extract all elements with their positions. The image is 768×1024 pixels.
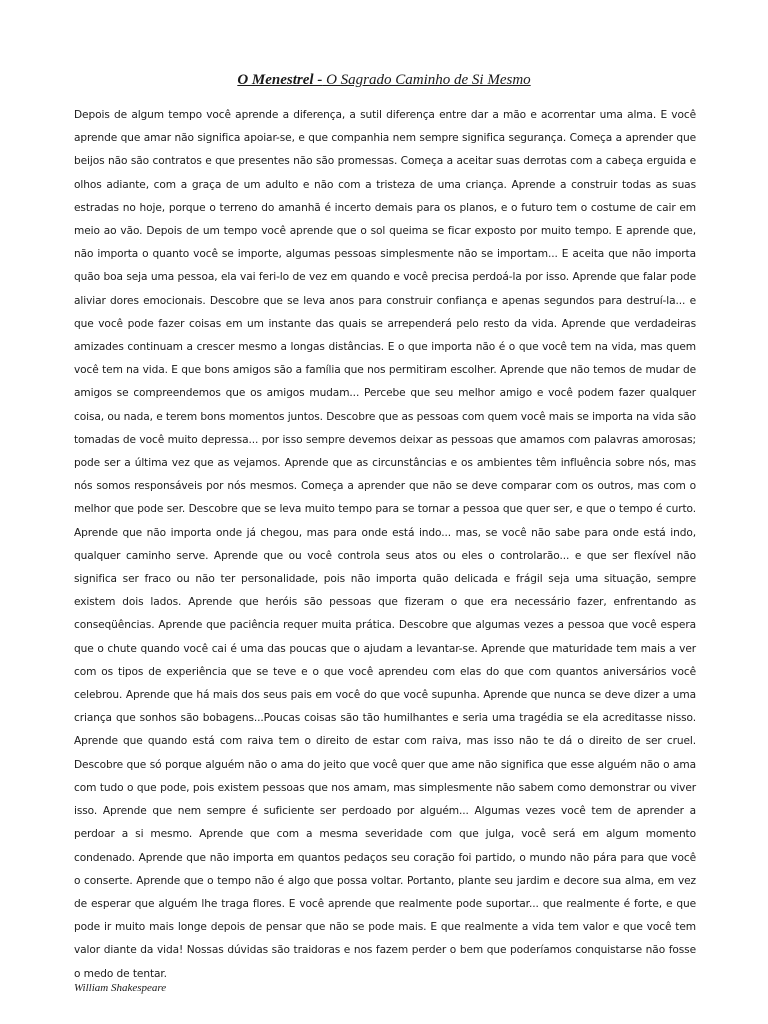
document-title bbox=[0, 70, 768, 90]
author-signature: William Shakespeare bbox=[74, 982, 167, 994]
title-subtitle-part: O Sagrado Caminho de Si Mesmo bbox=[322, 72, 531, 88]
title-bold-part: O Menestrel - bbox=[237, 72, 323, 88]
poem-body: Depois de algum tempo você aprende a diferença, a sutil diferença entre dar a mão e acorrentar uma alma. E você aprende que amar não significa apoiar-se, e que companhia nem sempre significa segurança. Começa a aprender que beijos não são contratos e que presentes não são promessas. Começa a aceitar suas derrotas com a cabeça erguida e olhos adiante, com a graça de um adulto e não com a tristeza de uma criança. Aprende a construir todas as suas estradas no hoje, porque o terreno do amanhã é incerto demais para os planos, e o futuro tem o costume de cair em meio ao vão. Depois de um tempo você aprende que o sol queima se ficar exposto por muito tempo. E aprende que, não importa o quanto você se importe, algumas pessoas simplesmente não se importam... E aceita que não importa quão boa seja uma pessoa, ela vai feri-lo de vez em quando e você precisa perdoá-la por isso. Aprende que falar pode aliviar dores emocionais. Descobre que se leva anos para construir confiança e apenas segundos para destruí-la... e que você pode fazer coisas em um instante das quais se arrependerá pelo resto da vida. Aprende que verdadeiras amizades continuam a crescer mesmo a longas distâncias. E o que importa não é o que você tem na vida, mas quem você tem na vida. E que bons amigos são a família que nos permitiram escolher. Aprende que não temos de mudar de amigos se compreendemos que os amigos mudam... Percebe que seu melhor amigo e você podem fazer qualquer coisa, ou nada, e terem bons momentos juntos. Descobre que as pessoas com quem você mais se importa na vida são tomadas de você muito depressa... por isso sempre devemos deixar as pessoas que amamos com palavras amorosas; pode ser a última vez que as vejamos. Aprende que as circunstâncias e os ambientes têm influência sobre nós, mas nós somos responsáveis por nós mesmos. Começa a aprender que não se deve comparar com os outros, mas com o melhor que pode ser. Descobre que se leva muito tempo para se tornar a pessoa que quer ser, e que o tempo é curto. Aprende que não importa onde já chegou, mas para onde está indo... mas, se você não sabe para onde está indo, qualquer caminho serve. Aprende que ou você controla seus atos ou eles o controlarão... e que ser flexível não significa ser fraco ou não ter personalidade, pois não importa quão delicada e frágil seja uma situação, sempre existem dois lados. Aprende que heróis são pessoas que fizeram o que era necessário fazer, enfrentando as conseqüências. Aprende que paciência requer muita prática. Descobre que algumas vezes a pessoa que você espera que o chute quando você cai é uma das poucas que o ajudam a levantar-se. Aprende que maturidade tem mais a ver com os tipos de experiência que se teve e o que você aprendeu com elas do que com quantos aniversários você celebrou. Aprende que há mais dos seus pais em você do que você supunha. Aprende que nunca se deve dizer a uma criança que sonhos são bobagens...Poucas coisas são tão humilhantes e seria uma tragédia se ela acreditasse nisso. Aprende que quando está com raiva tem o direito de estar com raiva, mas isso não te dá o direito de ser cruel. Descobre que só porque alguém não o ama do jeito que você quer que ame não significa que esse alguém não o ama com tudo o que pode, pois existem pessoas que nos amam, mas simplesmente não sabem como demonstrar ou viver isso. Aprende que nem sempre é suficiente ser perdoado por alguém... Algumas vezes você tem de aprender a perdoar a si mesmo. Aprende que com a mesma severidade com que julga, você será em algum momento condenado. Aprende que não importa em quantos pedaços seu coração foi partido, o mundo não pára para que você o conserte. Aprende que o tempo não é algo que possa voltar. Portanto, plante seu jardim e decore sua alma, em vez de esperar que alguém lhe traga flores. E você aprende que realmente pode suportar... que realmente é forte, e que pode ir muito mais longe depois de pensar que não se pode mais. E que realmente a vida tem valor e que você tem valor diante da vida! Nossas dúvidas são traidoras e nos fazem perder o bem que poderíamos conquistarse não fosse o medo de tentar. bbox=[74, 109, 696, 980]
